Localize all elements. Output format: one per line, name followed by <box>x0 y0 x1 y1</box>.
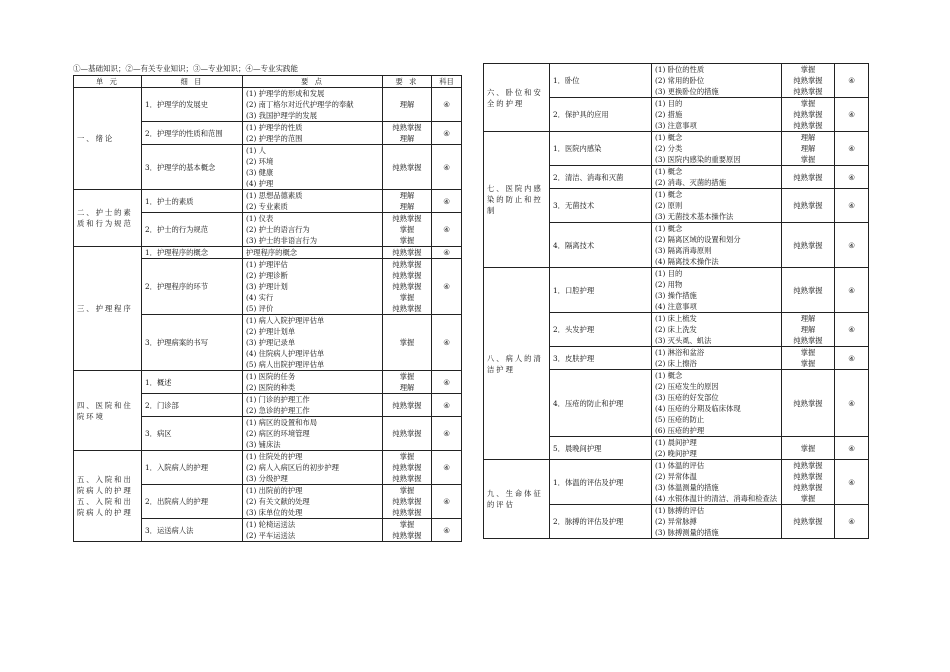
point-text: (2) 护理计划单 <box>246 327 296 336</box>
item-name: 1．医院内感染 <box>550 132 652 166</box>
subject-cell: ④ <box>835 505 869 539</box>
requirement-cell <box>782 223 835 268</box>
requirement-text: 纯熟掌握 <box>793 240 823 250</box>
point-text: (4) 护理 <box>246 179 274 188</box>
requirement-text: 纯熟掌握 <box>793 398 823 408</box>
subject-cell: ④ <box>432 122 462 145</box>
requirement-text: 纯熟掌握 <box>793 285 823 295</box>
point-text: (3) 健康 <box>246 168 274 177</box>
subject-cell: ④ <box>835 347 869 370</box>
point-text: (1) 概念 <box>655 371 683 380</box>
point-text: (1) 病区的设置和布局 <box>246 418 318 427</box>
point-text: (1) 目的 <box>655 269 683 278</box>
table-row <box>74 247 462 259</box>
unit-cell: 九、生命体征的评估 <box>484 460 550 539</box>
requirement-text: 纯熟掌握 <box>793 76 823 85</box>
requirement-text: 掌握 <box>800 494 816 503</box>
item-name: 3．护理病案的书写 <box>142 315 243 371</box>
requirement-cell <box>383 259 432 315</box>
point-text: 护理程序的概念 <box>246 248 298 257</box>
table-row <box>484 132 869 166</box>
subject-cell: ④ <box>835 268 869 313</box>
subject-cell: ④ <box>835 189 869 223</box>
point-text: (2) 床上洗发 <box>655 325 697 334</box>
requirement-text: 纯熟掌握 <box>793 517 823 526</box>
item-name: 2．头发护理 <box>550 313 652 347</box>
point-text: (1) 思想品德素质 <box>246 191 303 200</box>
point-text: (2) 平车运送法 <box>246 531 296 540</box>
requirement-cell <box>782 268 835 313</box>
subject-cell: ④ <box>432 371 462 394</box>
requirement-text: 纯熟掌握 <box>392 429 422 438</box>
requirement-cell <box>383 190 432 213</box>
table-row <box>484 460 869 505</box>
points-cell <box>243 213 383 247</box>
requirement-cell <box>782 313 835 347</box>
point-text: (1) 护理学的形成和发展 <box>246 89 325 98</box>
points-cell <box>243 122 383 145</box>
requirement-cell <box>782 370 835 437</box>
points-cell <box>243 519 383 542</box>
points-cell <box>243 145 383 190</box>
point-text: (1) 护理评估 <box>246 260 288 269</box>
requirement-cell <box>383 417 432 451</box>
item-name: 4．隔离技术 <box>550 223 652 268</box>
requirement-text: 掌握 <box>399 520 415 529</box>
subject-cell: ④ <box>835 223 869 268</box>
point-text: (2) 床上擦浴 <box>655 359 697 368</box>
subject-cell: ④ <box>432 259 462 315</box>
requirement-text: 纯熟掌握 <box>392 497 422 506</box>
requirement-text: 纯熟掌握 <box>793 110 823 119</box>
requirement-text: 理解 <box>399 202 415 211</box>
point-text: (2) 医院的种类 <box>246 383 296 392</box>
points-cell <box>243 371 383 394</box>
syllabus-table-right <box>483 63 869 539</box>
item-name: 2．清洁、消毒和灭菌 <box>550 166 652 189</box>
requirement-text: 掌握 <box>800 359 816 368</box>
requirement-text: 理解 <box>800 314 816 323</box>
subject-cell: ④ <box>432 315 462 371</box>
table-row <box>74 371 462 394</box>
requirement-text: 掌握 <box>399 338 415 347</box>
points-cell <box>243 451 383 485</box>
item-name: 1．概述 <box>142 371 243 394</box>
requirement-text: 掌握 <box>800 348 816 357</box>
requirement-text: 理解 <box>399 100 415 109</box>
requirement-cell <box>383 315 432 371</box>
item-name: 1．护理程序的概念 <box>142 247 243 259</box>
points-cell <box>652 98 782 132</box>
point-text: (2) 护士的语言行为 <box>246 225 310 234</box>
requirement-text: 掌握 <box>800 155 816 164</box>
item-name: 2．护理程序的环节 <box>142 259 243 315</box>
point-text: (1) 仪表 <box>246 214 274 223</box>
item-name: 1．口腔护理 <box>550 268 652 313</box>
point-text: (3) 护士的非语言行为 <box>246 236 318 245</box>
requirement-text: 纯熟掌握 <box>793 201 823 210</box>
point-text: (1) 住院处的护理 <box>246 452 303 461</box>
point-text: (4) 注意事项 <box>655 302 697 311</box>
point-text: (1) 晨间护理 <box>655 438 697 447</box>
requirement-cell <box>383 519 432 542</box>
item-name: 2．护士的行为规范 <box>142 213 243 247</box>
requirement-text: 掌握 <box>800 443 816 453</box>
point-text: (1) 概念 <box>655 167 683 176</box>
subject-legend: ①—基础知识；②—有关专业知识；③—专业知识；④—专业实践能 <box>73 64 298 73</box>
item-name: 2．出院病人的护理 <box>142 485 243 519</box>
point-text: (3) 注意事项 <box>655 121 697 130</box>
item-name: 5．晨晚间护理 <box>550 437 652 460</box>
item-name: 1．体温的评估及护理 <box>550 460 652 505</box>
subject-cell: ④ <box>432 519 462 542</box>
header-requirement: 要 求 <box>383 76 432 88</box>
points-cell <box>652 505 782 539</box>
item-name: 2．保护具的应用 <box>550 98 652 132</box>
requirement-text: 掌握 <box>399 372 415 381</box>
point-text: (2) 压疮发生的原因 <box>655 382 719 391</box>
header-points: 要 点 <box>243 76 383 88</box>
point-text: (2) 病人入病区后的初步护理 <box>246 463 339 472</box>
requirement-text: 掌握 <box>399 452 415 461</box>
requirement-cell <box>383 451 432 485</box>
requirement-cell <box>383 145 432 190</box>
points-cell <box>652 437 782 460</box>
header-item: 细 目 <box>142 76 243 88</box>
points-cell <box>652 189 782 223</box>
requirement-text: 纯熟掌握 <box>793 172 823 182</box>
unit-cell: 一、绪论 <box>74 88 142 190</box>
points-cell <box>243 190 383 213</box>
item-name: 2．脉搏的评估及护理 <box>550 505 652 539</box>
subject-cell: ④ <box>835 437 869 460</box>
point-text: (3) 体温测量的措施 <box>655 483 719 492</box>
requirement-text: 掌握 <box>399 225 415 234</box>
requirement-text: 纯熟掌握 <box>392 214 422 223</box>
requirement-text: 纯熟掌握 <box>793 472 823 481</box>
unit-cell: 五、入院和出院病人的护理五、入院和出院病人的护理 <box>74 451 142 542</box>
points-cell <box>243 259 383 315</box>
point-text: (1) 概念 <box>655 190 683 199</box>
points-cell <box>652 223 782 268</box>
requirement-text: 纯熟掌握 <box>793 121 823 130</box>
subject-cell: ④ <box>835 460 869 505</box>
points-cell <box>652 132 782 166</box>
point-text: (3) 更换卧位的措施 <box>655 87 719 96</box>
point-text: (2) 护理诊断 <box>246 271 288 280</box>
point-text: (4) 实行 <box>246 293 274 302</box>
point-text: (1) 概念 <box>655 224 683 233</box>
table-row <box>74 451 462 485</box>
points-cell <box>652 370 782 437</box>
requirement-cell <box>383 88 432 122</box>
header-unit: 单 元 <box>74 76 142 88</box>
requirement-text: 纯熟掌握 <box>793 336 823 345</box>
point-text: (1) 医院的任务 <box>246 372 296 381</box>
requirement-text: 掌握 <box>399 486 415 495</box>
requirement-text: 纯熟掌握 <box>392 248 422 257</box>
header-subject: 科目 <box>432 76 462 88</box>
point-text: (1) 淋浴和盆浴 <box>655 348 705 357</box>
point-text: (1) 病人入院护理评估单 <box>246 316 325 325</box>
requirement-cell <box>782 347 835 370</box>
item-name: 1．护理学的发展史 <box>142 88 243 122</box>
point-text: (2) 南丁格尔对近代护理学的奉献 <box>246 100 354 109</box>
subject-cell: ④ <box>432 213 462 247</box>
subject-cell: ④ <box>835 370 869 437</box>
table-row <box>484 64 869 98</box>
point-text: (1) 卧位的性质 <box>655 65 705 74</box>
requirement-cell <box>383 394 432 417</box>
points-cell <box>243 247 383 259</box>
subject-cell: ④ <box>835 132 869 166</box>
point-text: (3) 护理记录单 <box>246 338 296 347</box>
point-text: (2) 专业素质 <box>246 202 288 211</box>
item-name: 3．皮肤护理 <box>550 347 652 370</box>
point-text: (5) 压疮的防止 <box>655 415 705 424</box>
point-text: (4) 住院病人护理评估单 <box>246 349 325 358</box>
requirement-text: 纯熟掌握 <box>392 400 422 410</box>
point-text: (2) 环境 <box>246 157 274 166</box>
point-text: (3) 隔离消毒原则 <box>655 246 712 255</box>
points-cell <box>652 313 782 347</box>
point-text: (2) 异常脉搏 <box>655 517 697 526</box>
requirement-cell <box>782 132 835 166</box>
point-text: (3) 医院内感染的重要原因 <box>655 155 741 164</box>
point-text: (1) 目的 <box>655 99 683 108</box>
point-text: (3) 压疮的好发部位 <box>655 393 719 402</box>
requirement-cell <box>782 166 835 189</box>
item-name: 1．卧位 <box>550 64 652 98</box>
table-row <box>74 88 462 122</box>
requirement-text: 纯熟掌握 <box>793 461 823 470</box>
subject-cell: ④ <box>432 247 462 259</box>
point-text: (1) 出院前的护理 <box>246 486 303 495</box>
point-text: (5) 病人出院护理评估单 <box>246 360 325 369</box>
point-text: (2) 晚间护理 <box>655 449 697 458</box>
point-text: (1) 床上梳发 <box>655 314 697 323</box>
point-text: (2) 护理学的范围 <box>246 134 303 143</box>
point-text: (3) 铺床法 <box>246 440 281 449</box>
point-text: (1) 脉搏的评估 <box>655 506 705 515</box>
requirement-text: 掌握 <box>399 293 415 302</box>
requirement-cell <box>782 460 835 505</box>
points-cell <box>243 394 383 417</box>
item-name: 3．运送病人法 <box>142 519 243 542</box>
requirement-cell <box>782 64 835 98</box>
point-text: (3) 脉搏测量的措施 <box>655 528 719 537</box>
subject-cell: ④ <box>835 166 869 189</box>
point-text: (2) 原则 <box>655 201 683 210</box>
points-cell <box>243 417 383 451</box>
unit-cell: 八、病人的清洁护理 <box>484 268 550 460</box>
subject-cell: ④ <box>432 485 462 519</box>
requirement-text: 纯熟掌握 <box>392 474 422 483</box>
requirement-text: 纯熟掌握 <box>392 508 422 517</box>
point-text: (3) 灭头虱、虮法 <box>655 336 712 345</box>
header-row <box>74 76 462 88</box>
subject-cell: ④ <box>432 88 462 122</box>
points-cell <box>243 315 383 371</box>
requirement-text: 理解 <box>399 134 415 143</box>
points-cell <box>652 460 782 505</box>
table-row <box>74 190 462 213</box>
item-name: 3．无菌技术 <box>550 189 652 223</box>
requirement-cell <box>383 122 432 145</box>
subject-cell: ④ <box>432 145 462 190</box>
item-name: 1．入院病人的护理 <box>142 451 243 485</box>
points-cell <box>652 64 782 98</box>
item-name: 2．门诊部 <box>142 394 243 417</box>
table-row <box>484 268 869 313</box>
point-text: (1) 轮椅运送法 <box>246 520 296 529</box>
requirement-text: 掌握 <box>800 99 816 108</box>
point-text: (6) 压疮的护理 <box>655 426 705 435</box>
requirement-text: 纯熟掌握 <box>392 271 422 280</box>
unit-cell: 三、护理程序 <box>74 247 142 371</box>
item-name: 2．护理学的性质和范围 <box>142 122 243 145</box>
requirement-text: 理解 <box>800 144 816 153</box>
requirement-cell <box>782 189 835 223</box>
subject-cell: ④ <box>432 417 462 451</box>
point-text: (2) 消毒、灭菌的措施 <box>655 178 727 187</box>
subject-cell: ④ <box>835 64 869 98</box>
unit-cell: 二、护士的素质和行为规范 <box>74 190 142 247</box>
unit-cell: 六、卧位和安全的护理 <box>484 64 550 132</box>
unit-cell: 四、医院和住院环境 <box>74 371 142 451</box>
point-text: (2) 常用的卧位 <box>655 76 705 85</box>
requirement-text: 纯熟掌握 <box>392 282 422 291</box>
point-text: (4) 隔离技术操作法 <box>655 257 719 266</box>
requirement-text: 纯熟掌握 <box>392 531 422 540</box>
requirement-cell <box>782 98 835 132</box>
requirement-cell <box>782 505 835 539</box>
requirement-text: 纯熟掌握 <box>392 463 422 472</box>
unit-cell: 七、医院内感染的防止和控制 <box>484 132 550 268</box>
point-text: (3) 操作措施 <box>655 291 697 300</box>
point-text: (3) 我国护理学的发展 <box>246 111 318 120</box>
points-cell <box>652 166 782 189</box>
subject-cell: ④ <box>432 190 462 213</box>
point-text: (2) 用物 <box>655 280 683 289</box>
point-text: (3) 护理计划 <box>246 282 288 291</box>
point-text: (2) 异常体温 <box>655 472 697 481</box>
item-name: 3．护理学的基本概念 <box>142 145 243 190</box>
requirement-text: 理解 <box>399 383 415 392</box>
requirement-text: 掌握 <box>800 65 816 74</box>
subject-cell: ④ <box>835 98 869 132</box>
requirement-cell <box>782 437 835 460</box>
point-text: (1) 护理学的性质 <box>246 123 303 132</box>
requirement-text: 纯熟掌握 <box>392 260 422 269</box>
requirement-text: 纯熟掌握 <box>793 87 823 96</box>
point-text: (4) 压疮的分期及临床体现 <box>655 404 741 413</box>
subject-cell: ④ <box>432 451 462 485</box>
item-name: 3．病区 <box>142 417 243 451</box>
point-text: (1) 门诊的护理工作 <box>246 395 310 404</box>
points-cell <box>652 347 782 370</box>
requirement-cell <box>383 371 432 394</box>
point-text: (5) 评价 <box>246 304 274 313</box>
point-text: (2) 措施 <box>655 110 683 119</box>
item-name: 1．护士的素质 <box>142 190 243 213</box>
point-text: (2) 病区的环境管理 <box>246 429 310 438</box>
point-text: (2) 急诊的护理工作 <box>246 406 310 415</box>
requirement-text: 纯熟掌握 <box>793 483 823 492</box>
requirement-text: 理解 <box>399 191 415 200</box>
points-cell <box>652 268 782 313</box>
requirement-text: 纯熟掌握 <box>392 162 422 172</box>
requirement-text: 理解 <box>800 133 816 142</box>
point-text: (2) 隔离区域的设置和划分 <box>655 235 741 244</box>
subject-cell: ④ <box>432 394 462 417</box>
requirement-text: 掌握 <box>399 236 415 245</box>
item-name: 4．压疮的防止和护理 <box>550 370 652 437</box>
syllabus-table-left <box>73 75 462 542</box>
point-text: (2) 有关文献的处理 <box>246 497 310 506</box>
requirement-cell <box>383 213 432 247</box>
points-cell <box>243 485 383 519</box>
requirement-text: 理解 <box>800 325 816 334</box>
point-text: (1) 概念 <box>655 133 683 142</box>
point-text: (1) 人 <box>246 146 266 155</box>
requirement-text: 纯熟掌握 <box>392 304 422 313</box>
point-text: (3) 无菌技术基本操作法 <box>655 212 734 221</box>
subject-cell: ④ <box>835 313 869 347</box>
point-text: (1) 体温的评估 <box>655 461 705 470</box>
requirement-text: 纯熟掌握 <box>392 123 422 132</box>
point-text: (4) 水银体温计的清洁、消毒和检查法 <box>655 494 778 503</box>
point-text: (2) 分类 <box>655 144 683 153</box>
points-cell <box>243 88 383 122</box>
point-text: (3) 床单位的处理 <box>246 508 303 517</box>
point-text: (3) 分级护理 <box>246 474 288 483</box>
requirement-cell <box>383 485 432 519</box>
requirement-cell <box>383 247 432 259</box>
